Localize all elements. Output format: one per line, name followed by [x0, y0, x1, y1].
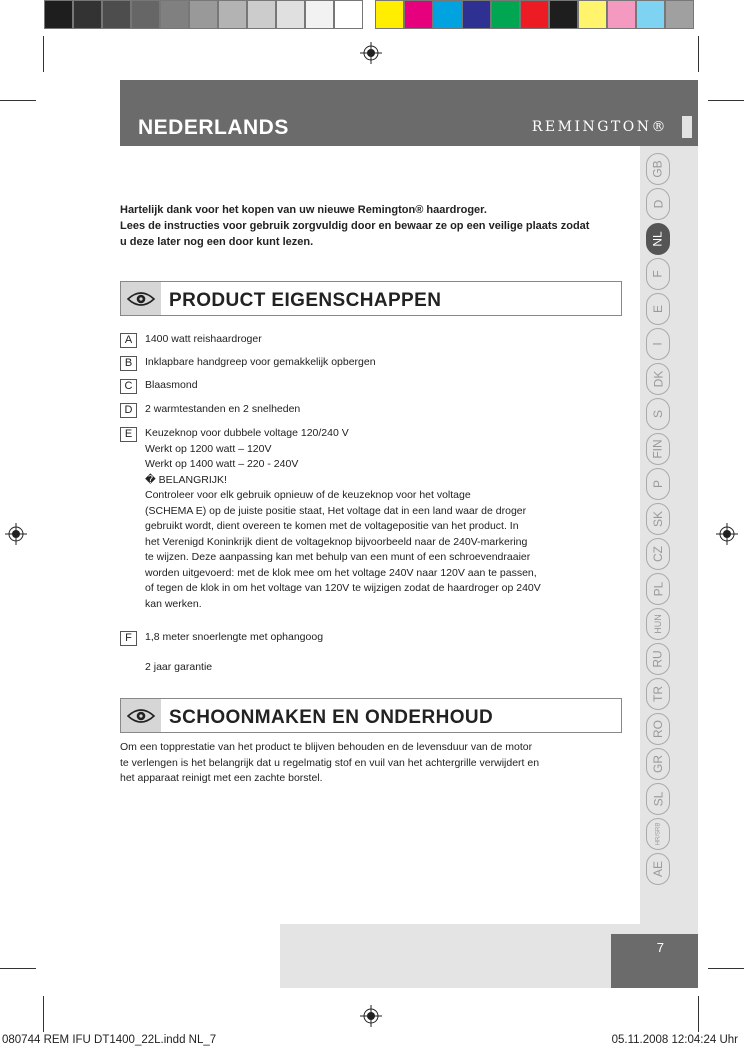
feature-item [120, 660, 595, 676]
feature-item [120, 332, 595, 348]
lang-tab-fin[interactable]: FIN [646, 433, 670, 465]
color-swatch [665, 0, 694, 29]
feature-line: (SCHEMA E) op de juiste positie staat, Het voltage dat in een land waar de droger [145, 504, 527, 517]
page-number: 7 [656, 940, 664, 955]
lang-tab-cz[interactable]: CZ [646, 538, 670, 570]
lang-tab-p[interactable]: P [646, 468, 670, 500]
feature-line: Werkt op 1400 watt – 220 - 240V [145, 458, 299, 470]
feature-key: E [120, 427, 137, 442]
color-swatch [189, 0, 218, 29]
color-swatch [549, 0, 578, 29]
color-calibration-bar [44, 0, 694, 29]
feature-text: 1400 watt reishaardroger [145, 333, 262, 345]
feature-text: Blaasmond [145, 379, 198, 391]
color-swatch [247, 0, 276, 29]
crop-mark [43, 996, 44, 1032]
page-title: NEDERLANDS [138, 116, 289, 139]
lang-tab-sk[interactable]: SK [646, 503, 670, 535]
intro-line: Lees de instructies voor gebruik zorgvuldig door en bewaar ze op een veilige plaats zodat u deze later nog een door kunt lezen. [120, 220, 590, 248]
feature-line: Controleer voor elk gebruik opnieuw of de keuzeknop voor het voltage [145, 489, 471, 501]
crop-mark [708, 100, 744, 101]
registration-mark-icon [716, 523, 738, 545]
page-header [120, 80, 698, 146]
warning-line: � BELANGRIJK! [145, 473, 227, 486]
feature-item [120, 355, 595, 371]
intro-line: Hartelijk dank voor het kopen van uw nieuwe Remington® haardroger. [120, 204, 487, 216]
lang-tab-nl[interactable]: NL [646, 223, 670, 255]
lang-tab-sl[interactable]: SL [646, 783, 670, 815]
lang-tab-hun[interactable]: HUN [646, 608, 670, 640]
lang-tab-pl[interactable]: PL [646, 573, 670, 605]
feature-key: A [120, 333, 137, 348]
registration-mark-icon [360, 42, 382, 64]
color-swatch [607, 0, 636, 29]
warranty-text: 2 jaar garantie [145, 661, 213, 673]
crop-mark [698, 996, 699, 1032]
color-swatch [520, 0, 549, 29]
crop-mark [708, 968, 744, 969]
lang-tab-f[interactable]: F [646, 258, 670, 290]
lang-tab-gr[interactable]: GR [646, 748, 670, 780]
intro-text [120, 202, 590, 250]
crop-mark [0, 968, 36, 969]
lang-tab-dk[interactable]: DK [646, 363, 670, 395]
lang-tab-gb[interactable]: GB [646, 153, 670, 185]
registration-mark-icon [5, 523, 27, 545]
page-number-box [611, 934, 698, 988]
lang-tab-d[interactable]: D [646, 188, 670, 220]
color-swatch [462, 0, 491, 29]
feature-line: Keuzeknop voor dubbele voltage 120/240 V [145, 427, 349, 439]
date-slug: 05.11.2008 12:04:24 Uhr [611, 1034, 738, 1046]
feature-text-block [145, 426, 595, 612]
file-slug: 080744 REM IFU DT1400_22L.indd NL_7 [2, 1034, 217, 1046]
color-swatch [102, 0, 131, 29]
paragraph-line: het apparaat reinigt met een zachte borstel. [120, 772, 323, 784]
color-swatch [578, 0, 607, 29]
feature-key: C [120, 379, 137, 394]
color-swatch [73, 0, 102, 29]
lang-tab-ru[interactable]: RU [646, 643, 670, 675]
eye-icon [121, 699, 161, 732]
crop-mark [43, 36, 44, 72]
feature-line: het Verenigd Koninkrijk dient de voltageknop bijvoorbeeld naar de 240V-markering [145, 535, 528, 548]
feature-text: 2 warmtestanden en 2 snelheden [145, 403, 301, 415]
lang-tab-s[interactable]: S [646, 398, 670, 430]
section-heading-features [120, 281, 622, 316]
color-swatch [131, 0, 160, 29]
color-swatch [375, 0, 404, 29]
color-swatch [433, 0, 462, 29]
color-swatch [305, 0, 334, 29]
cleaning-paragraph [120, 740, 610, 787]
lang-tab-i[interactable]: I [646, 328, 670, 360]
feature-line: gebruikt wordt, dient overeen te komen met de voltagepositie van het product. In [145, 520, 519, 532]
feature-text: 1,8 meter snoerlengte met ophangoog [145, 631, 324, 643]
paragraph-line: te verlengen is het belangrijk dat u regelmatig stof en vuil van het achtergrille verwijdert en [120, 756, 540, 769]
crop-mark [0, 100, 36, 101]
lang-tab-hr-srb[interactable]: HR/SRB [646, 818, 670, 850]
color-swatch [334, 0, 363, 29]
section-title: SCHOONMAKEN EN ONDERHOUD [169, 707, 494, 728]
color-swatch [160, 0, 189, 29]
color-swatch [44, 0, 73, 29]
feature-line: te wijzen. Deze aanpassing kan met behulp van een munt of een schroevendraaier [145, 551, 531, 563]
brand-accent [682, 116, 692, 138]
section-title: PRODUCT EIGENSCHAPPEN [169, 290, 442, 311]
paragraph-line: Om een topprestatie van het product te blijven behouden en de levensduur van de motor [120, 741, 533, 753]
feature-line: kan werken. [145, 597, 202, 610]
color-swatch [636, 0, 665, 29]
feature-item [120, 378, 595, 394]
feature-line: of tegen de klok in om het voltage van 120V te wijzigen zodat de haardroger op 240V [145, 582, 541, 594]
registration-mark-icon [360, 1005, 382, 1027]
color-swatch [218, 0, 247, 29]
feature-text: Inklapbare handgreep voor gemakkelijk opbergen [145, 356, 376, 368]
crop-mark [698, 36, 699, 72]
color-swatch [276, 0, 305, 29]
color-swatch [491, 0, 520, 29]
color-swatch [404, 0, 433, 29]
lang-tab-tr[interactable]: TR [646, 678, 670, 710]
feature-key: F [120, 631, 137, 646]
lang-tab-ae[interactable]: AE [646, 853, 670, 885]
brand-logo: REMINGTON® [531, 119, 668, 135]
feature-item [120, 630, 595, 646]
feature-key: D [120, 403, 137, 418]
feature-line: Werkt op 1200 watt – 120V [145, 442, 272, 455]
eye-icon [121, 282, 161, 315]
feature-item [120, 426, 595, 612]
feature-item [120, 402, 595, 418]
section-heading-cleaning [120, 698, 622, 733]
feature-line: worden uitgevoerd: met de klok mee om het voltage 240V naar 120V aan te passen, [145, 566, 537, 579]
lang-tab-ro[interactable]: RO [646, 713, 670, 745]
feature-key: B [120, 356, 137, 371]
lang-tab-e[interactable]: E [646, 293, 670, 325]
